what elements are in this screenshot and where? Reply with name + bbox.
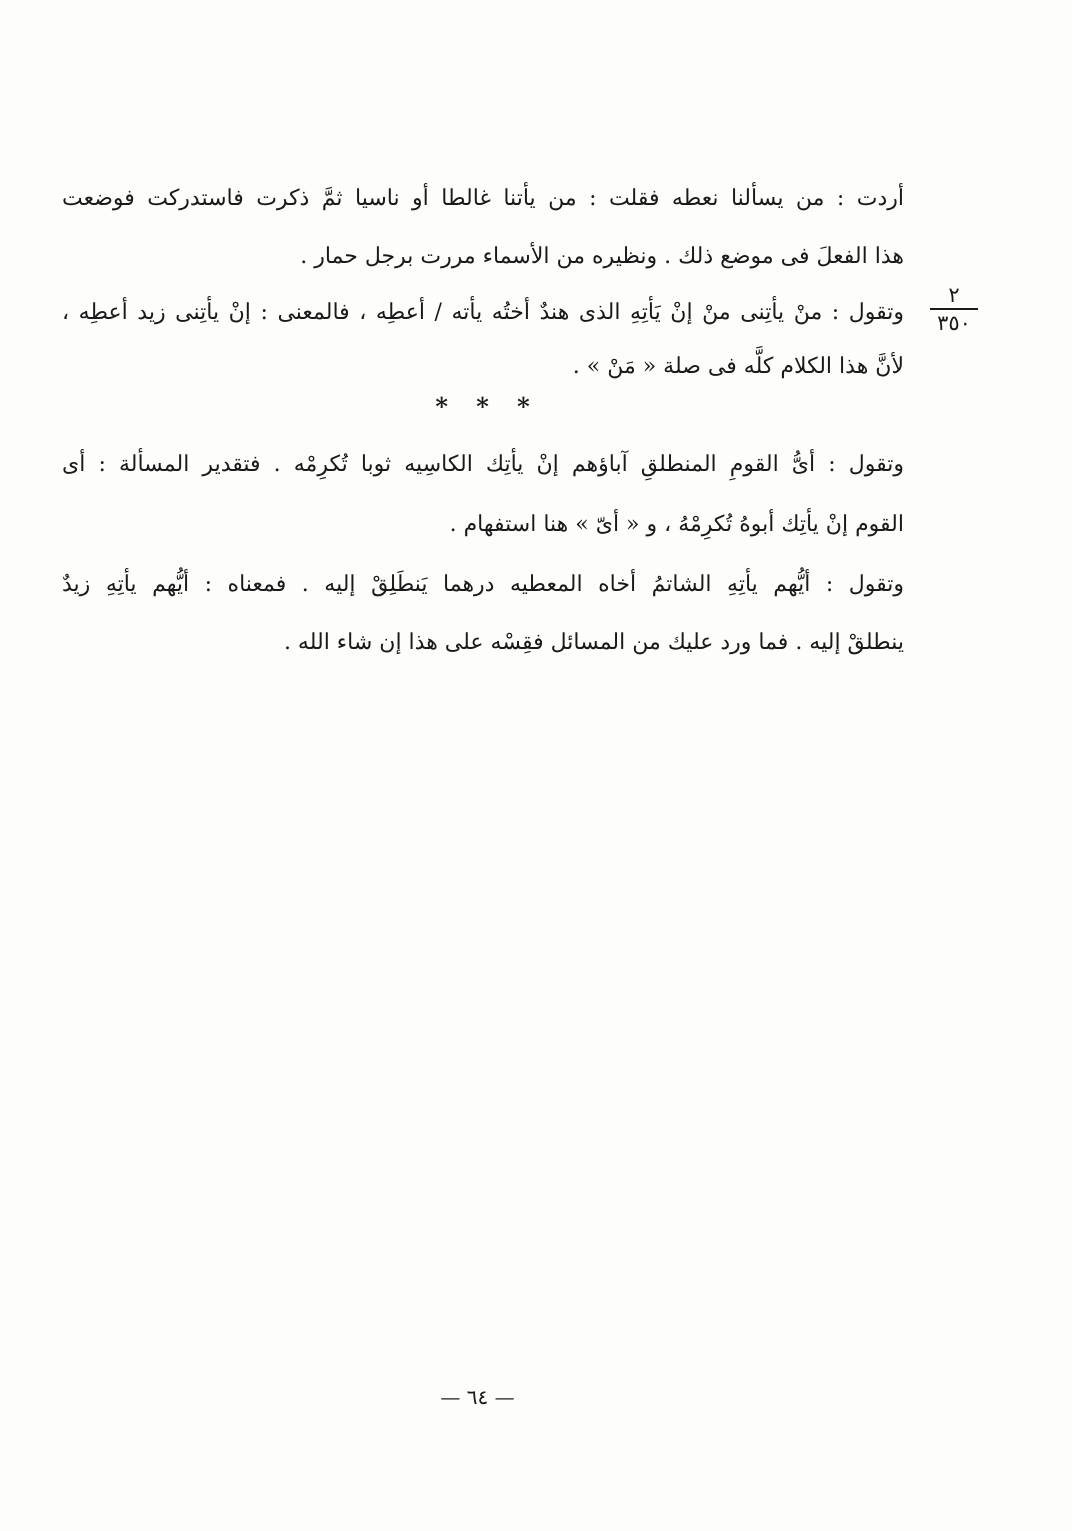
margin-reference-volume: ٢ [930,282,978,310]
paragraph-3-line-1: وتقول : أىُّ القومِ المنطلقِ آباؤهم إنْ يأتِك الكاسِيه ثوبا تُكرِمْه . فتقدير المسألة : أى [62,452,904,477]
margin-reference [930,282,978,336]
paragraph-3-line-2: القوم إنْ يأتِك أبوهُ تُكرِمْهُ ، و « أىّ » هنا استفهام . [449,512,904,537]
page-number: — ٦٤ — [440,1385,515,1409]
section-separator: * * * [435,392,540,421]
paragraph-1-line-1: أردت : من يسألنا نعطه فقلت : من يأتنا غالطا أو ناسيا ثمَّ ذكرت فاستدركت فوضعت [62,186,904,211]
margin-reference-page: ٣٥٠ [937,311,971,335]
paragraph-4-line-2: ينطلقْ إليه . فما ورد عليك من المسائل فقِسْه على هذا إن شاء الله . [283,630,904,655]
paragraph-4-line-1: وتقول : أيُّهم يأتِهِ الشاتمُ أخاه المعطيه درهما يَنطَلِقْ إليه . فمعناه : أيُّهم يأتِهِ زيدٌ [62,572,904,597]
paragraph-2-line-1: وتقول : منْ يأتِنى منْ إنْ يَأتِهِ الذى هندٌ أختُه يأته / أعطِه ، فالمعنى : إنْ يأتِنى زيد أعطِه ، [62,300,904,325]
paragraph-1-line-2: هذا الفعلَ فى موضع ذلك . ونظيره من الأسماء مررت برجل حمار . [300,244,904,269]
paragraph-2-line-2: لأنَّ هذا الكلام كلَّه فى صلة « مَنْ » . [572,354,904,379]
